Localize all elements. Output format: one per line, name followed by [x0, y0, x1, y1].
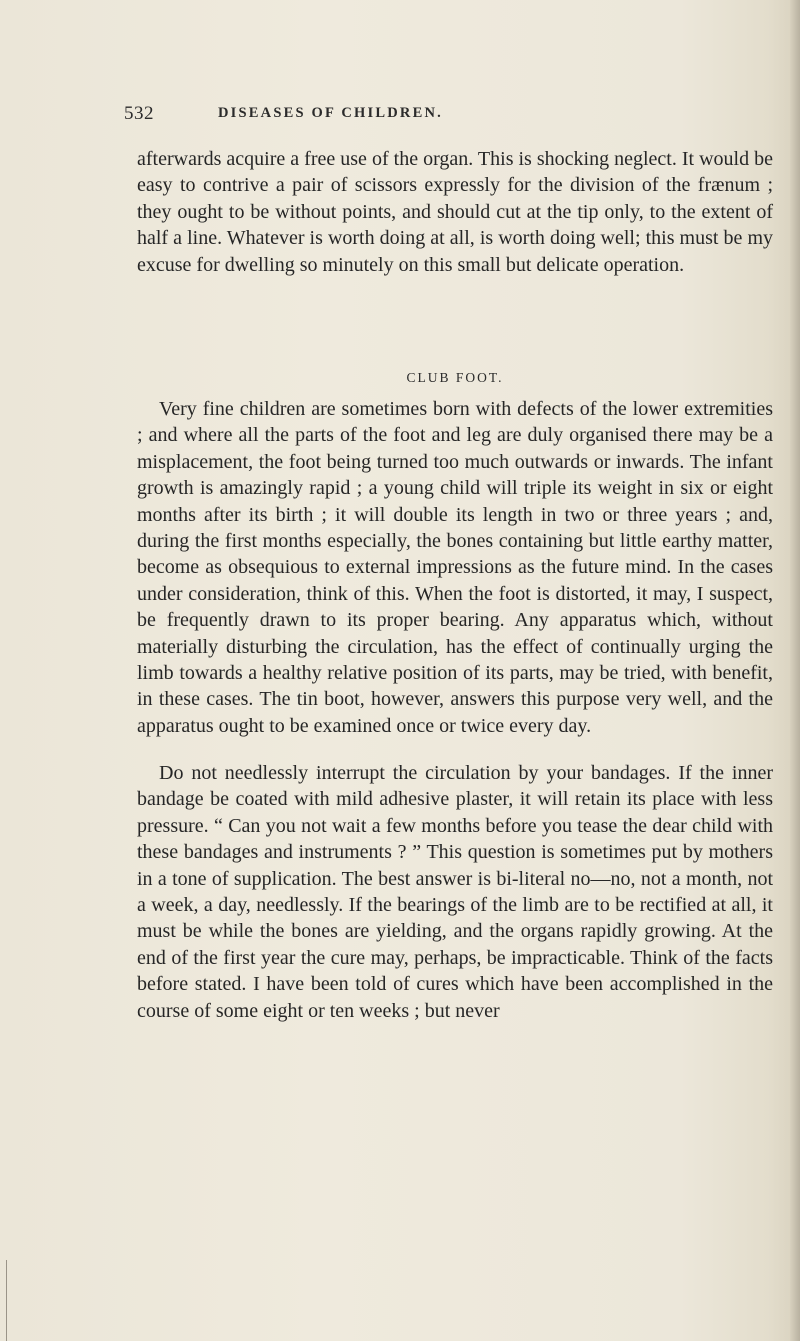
page-number: 532 — [124, 103, 154, 124]
paragraph-bandages: Do not needlessly interrupt the circulation by your bandages. If the inner bandage be coated with mild adhesive plaster, it will retain its place with less pressure. “ Can you not wait a few months before you tease the dear child with these bandages and instruments ? ” This question is sometimes put by mothers in a tone of supplication. The best answer is bi-literal no—no, not a month, not a week, a day, needlessly. If the bearings of the limb are to be rectified at all, it must be while the bones are yielding, and the organs rapidly growing. At the end of the first year the cure may, perhaps, be impracticable. Think of the facts before stated. I have been told of cures which have been accomplished in the course of some eight or ten weeks ; but never — [137, 762, 773, 1022]
margin-mark — [6, 1260, 7, 1341]
paragraph-tongue-tie: afterwards acquire a free use of the organ. This is shocking neglect. It would be easy to contrive a pair of scissors expressly for the division of the frænum ; they ought to be without points, and should cut at the tip only, to the extent of half a line. Whatever is worth doing at all, is worth doing well; this must be my excuse for dwelling so minutely on this small but delicate operation. — [137, 148, 773, 276]
running-head: DISEASES OF CHILDREN. — [218, 105, 443, 121]
page-header — [124, 103, 774, 127]
page-edge-shadow — [790, 0, 800, 1341]
section-heading-club-foot: CLUB FOOT. — [406, 370, 504, 385]
paragraph-club-foot-intro: Very fine children are sometimes born with defects of the lower extremities ; and where all the parts of the foot and leg are duly organised there may be a misplacement, the foot being turned too much outwards or inwards. The infant growth is amazingly rapid ; a young child will triple its weight in six or eight months after its birth ; it will double its length in two or three years ; and, during the first months especially, the bones containing but little earthy matter, become as obsequious to external impressions as the future mind. In the cases under consideration, think of this. When the foot is distorted, it may, I suspect, be frequently drawn to its proper bearing. Any apparatus which, without materially disturbing the circulation, has the effect of continually urging the limb towards a healthy relative position of its parts, may be tried, with benefit, in these cases. The tin boot, however, answers this purpose very well, and the apparatus ought to be examined once or twice every day. — [137, 398, 773, 737]
